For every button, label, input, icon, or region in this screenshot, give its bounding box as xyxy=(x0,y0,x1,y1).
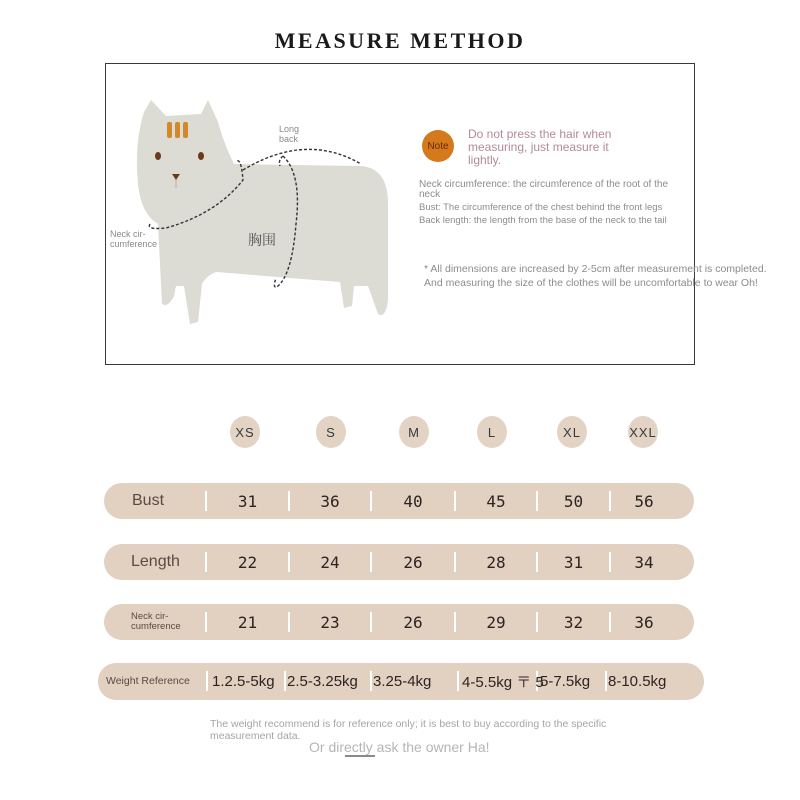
definition-bust: Bust: The circumference of the chest behind the front legs xyxy=(419,202,663,213)
row-length: Length 22 24 26 28 31 34 xyxy=(104,544,694,580)
row-weight-reference: Weight Reference 1.2.5-5kg 2.5-3.25kg 3.25-4kg 4-5.5kg 〒 5 5-7.5kg 8-10.5kg xyxy=(98,663,704,700)
decorative-underline xyxy=(345,755,375,757)
note-text: Do not press the hair when measuring, just measure it lightly. xyxy=(468,127,612,167)
size-l: L xyxy=(477,416,507,448)
definition-back-length: Back length: the length from the base of the neck to the tail xyxy=(419,215,667,226)
bust-label-cn: 胸围 xyxy=(248,232,276,248)
size-s: S xyxy=(316,416,346,448)
size-xl: XL xyxy=(557,416,587,448)
long-back-label: Long back xyxy=(279,124,300,144)
size-m: M xyxy=(399,416,429,448)
size-xxl: XXL xyxy=(628,416,658,448)
row-neck-circumference: Neck cir- cumference 21 23 26 29 32 36 xyxy=(104,604,694,640)
weight-disclaimer: The weight recommend is for reference only; it is best to buy according to the specific measurement data. xyxy=(210,718,607,742)
page-title: MEASURE METHOD xyxy=(274,28,526,53)
ask-owner-text: Or directly ask the owner Ha! xyxy=(309,739,490,755)
measurement-footnote: * All dimensions are increased by 2-5cm after measurement is completed. And measuring the size of the clothes will be uncomfortable to wear Oh! xyxy=(424,263,767,289)
neck-circumference-label: Neck cir- cumference xyxy=(110,229,158,249)
note-badge: Note xyxy=(422,130,454,162)
size-xs: XS xyxy=(230,416,260,448)
measurement-definitions xyxy=(419,180,689,229)
row-bust: Bust 31 36 40 45 50 56 xyxy=(104,483,694,519)
definition-neck: Neck circumference: the circumference of the root of the neck xyxy=(419,179,668,200)
